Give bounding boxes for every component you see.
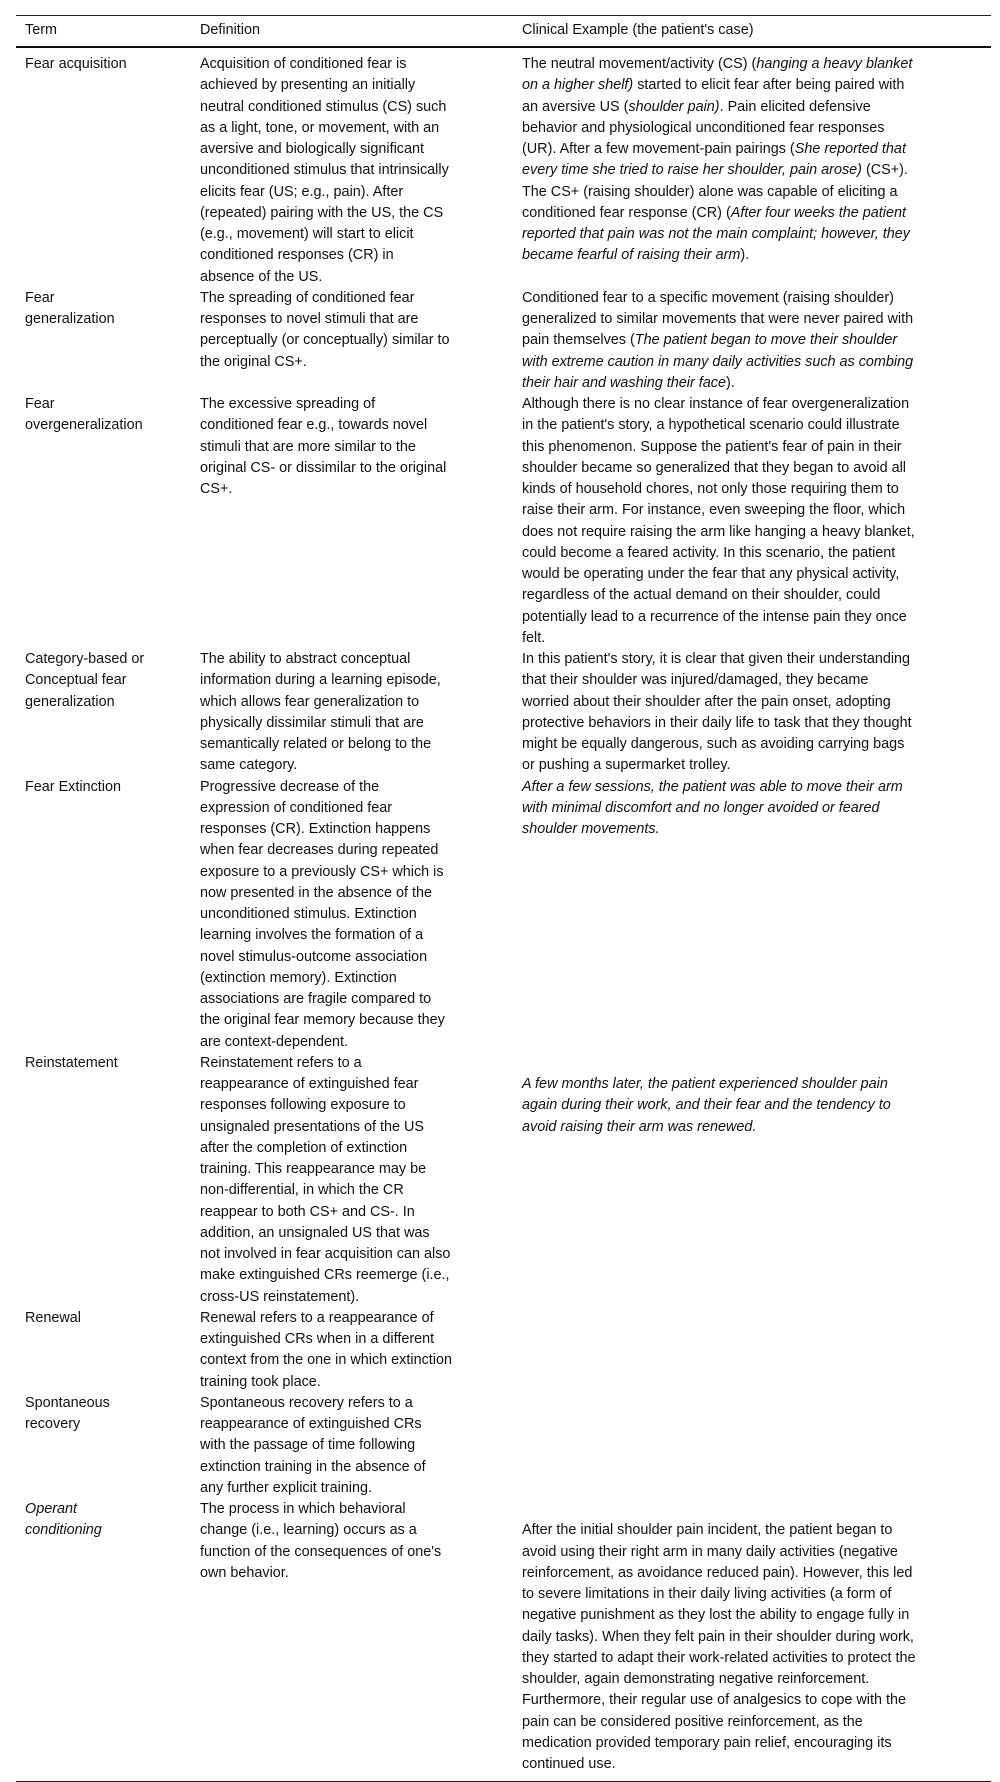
example-italic-text: A few months later, the patient experienced shoulder pain again during their work, and their fear and the tendency to avoid raising their arm was renewed. <box>522 1076 891 1135</box>
table-row <box>16 1499 991 1775</box>
example-text: ). <box>740 247 750 264</box>
clinical-example-cell <box>513 649 991 777</box>
clinical-example-cell <box>513 1308 991 1393</box>
table-row <box>16 394 991 649</box>
example-italic-text: After a few sessions, the patient was able to move their arm with minimal discomfort and no longer avoided or feared shoulder movements. <box>522 778 903 837</box>
example-text: started to elicit fear after being paired with an aversive US ( <box>522 77 905 115</box>
table-header-row <box>16 16 991 46</box>
example-text: In this patient's story, it is clear that given their understanding that their shoulder was injured/damaged, they became worried about their shoulder after the pain onset, adopting protective behaviors in their daily life to task that they thought might be equally dangerous, such as avoiding carrying bags or pushing a supermarket trolley. <box>522 651 912 774</box>
table-row <box>16 1053 991 1308</box>
header-clinical-example: Clinical Example (the patient's case) <box>522 22 754 39</box>
clinical-example-cell <box>513 1499 991 1775</box>
header-term: Term <box>25 22 57 39</box>
table-body <box>16 48 991 1781</box>
term-cell: Renewal <box>25 1309 81 1326</box>
example-italic-text: shoulder pain) <box>628 98 720 115</box>
term-cell: Operant conditioning <box>25 1501 102 1539</box>
table-row <box>16 649 991 777</box>
term-cell: Fear Extinction <box>25 778 121 795</box>
definition-cell: Acquisition of conditioned fear is achieved by presenting an initially neutral conditioned stimulus (CS) such as a light, tone, or movement, with an aversive and biologically significant unconditioned stimulus that intrinsically elicits fear (US; e.g., pain). After (repeated) pairing with the US, the CS (e.g., movement) will start to elicit conditioned responses (CR) in absence of the US. <box>200 56 449 285</box>
example-italic-text: She reported that every time she tried to raise her shoulder, pain arose) <box>522 141 906 179</box>
definition-cell: Renewal refers to a reappearance of extinguished CRs when in a different context from the one in which extinction training took place. <box>200 1309 452 1390</box>
definition-cell: The spreading of conditioned fear responses to novel stimuli that are perceptually (or conceptually) similar to the original CS+. <box>200 289 450 370</box>
term-cell: Fear acquisition <box>25 56 127 72</box>
glossary-table <box>16 15 991 1782</box>
example-text: . Pain elicited defensive behavior and physiological unconditioned fear responses (UR). After a few movement-pain pairings ( <box>522 98 885 157</box>
definition-cell: The process in which behavioral change (i.e., learning) occurs as a function of the consequences of one's own behavior. <box>200 1501 442 1581</box>
example-text: The neutral movement/activity (CS) ( <box>522 56 757 72</box>
clinical-example-cell <box>513 1393 991 1499</box>
example-text: Conditioned fear to a specific movement (raising shoulder) generalized to similar movements that were never paired with pain themselves ( <box>522 289 914 349</box>
example-text: (CS+). The CS+ (raising shoulder) alone was capable of eliciting a conditioned fear response (CR) ( <box>522 162 908 221</box>
table-row <box>16 54 991 288</box>
clinical-example-cell <box>513 288 991 394</box>
definition-cell: Spontaneous recovery refers to a reappearance of extinguished CRs with the passage of time following extinction training in the absence of any further explicit training. <box>200 1394 426 1496</box>
term-cell: Reinstatement <box>25 1054 118 1071</box>
example-italic-text: After four weeks the patient reported that pain was not the main complaint; however, they became fearful of raising their arm <box>522 204 910 264</box>
clinical-example-cell <box>513 777 991 1053</box>
clinical-example-cell <box>513 394 991 649</box>
table-row <box>16 777 991 1053</box>
clinical-example-cell <box>513 1053 991 1308</box>
definition-cell: Reinstatement refers to a reappearance of extinguished fear responses following exposure to unsignaled presentations of the US after the completion of extinction training. This reappearance may be non-differential, in which the CR reappear to both CS+ and CS-. In addition, an unsignaled US that was not involved in fear acquisition can also make extinguished CRs reemerge (i.e., cross-US reinstatement). <box>200 1054 451 1305</box>
example-italic-text: The patient began to move their shoulder with extreme caution in many daily activities such as combing their hair and washing their face <box>522 332 914 391</box>
clinical-example-cell <box>513 54 991 288</box>
example-text: Although there is no clear instance of fear overgeneralization in the patient's story, a hypothetical scenario could illustrate this phenomenon. Suppose the patient's fear of pain in their shoulder became so generalized that they began to avoid all kinds of household chores, not only those requiring them to raise their arm. For instance, even sweeping the floor, which does not require raising the arm like hanging a heavy blanket, could become a feared activity. In this scenario, the patient would be operating under the fear that any physical activity, regardless of the actual demand on their shoulder, could potentially lead to a recurrence of the intense pain they once felt. <box>522 396 915 646</box>
table-row <box>16 1308 991 1393</box>
table-row <box>16 288 991 394</box>
definition-cell: Progressive decrease of the expression of conditioned fear responses (CR). Extinction happens when fear decreases during repeated exposure to a previously CS+ which is now presented in the absence of the unconditioned stimulus. Extinction learning involves the formation of a novel stimulus-outcome association (extinction memory). Extinction associations are fragile compared to the original fear memory because they are context-dependent. <box>200 778 445 1050</box>
term-cell: Fear generalization <box>25 289 115 327</box>
example-text: After the initial shoulder pain incident, the patient began to avoid using their right arm in many daily activities (negative reinforcement, as avoidance reduced pain). However, this led to severe limitations in their daily living activities (a form of negative punishment as they lost the ability to engage fully in daily tasks). When they felt pain in their shoulder during work, they started to adapt their work-related activities to protect the shoulder, again demonstrating negative reinforcement. Furthermore, their regular use of analgesics to cope with the pain can be considered positive reinforcement, as the medication provided temporary pain relief, encouraging its continued use. <box>522 1522 916 1772</box>
definition-cell: The excessive spreading of conditioned fear e.g., towards novel stimuli that are more similar to the original CS- or dissimilar to the original CS+. <box>200 396 447 497</box>
definition-cell: The ability to abstract conceptual information during a learning episode, which allows fear generalization to physically dissimilar stimuli that are semantically related or belong to the same category. <box>200 651 441 774</box>
example-italic-text: hanging a heavy blanket on a higher shelf) <box>522 56 913 94</box>
term-cell: Spontaneous recovery <box>25 1394 110 1432</box>
term-cell: Category-based or Conceptual fear generalization <box>25 651 145 710</box>
header-definition: Definition <box>200 22 260 39</box>
term-cell: Fear overgeneralization <box>25 396 143 434</box>
example-text: ). <box>726 374 735 391</box>
table-row <box>16 1393 991 1499</box>
